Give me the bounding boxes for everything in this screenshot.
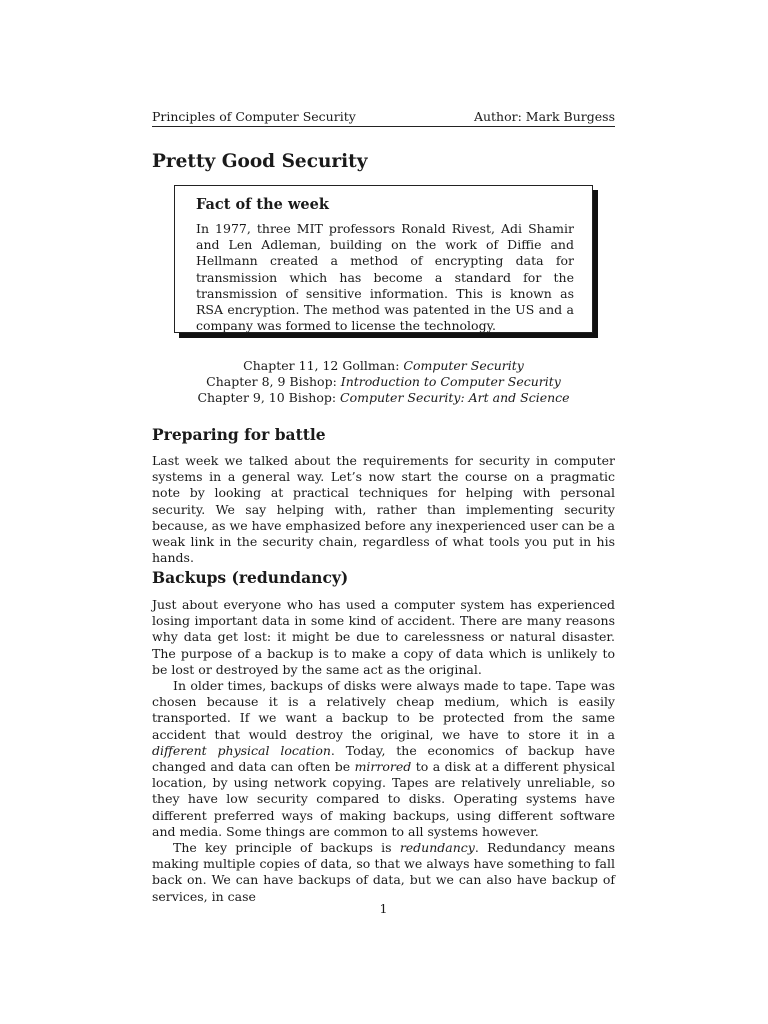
document-page <box>152 0 615 1024</box>
section-heading-backups: Backups (redundancy) <box>152 568 349 587</box>
reference-book-title: Computer Security: Art and Science <box>340 390 570 405</box>
emphasis-text: redundancy <box>399 840 475 856</box>
reference-line: Chapter 11, 12 Gollman: Computer Security <box>243 358 524 373</box>
section-body-preparing-for-battle <box>152 453 615 566</box>
fact-box-text: In 1977, three MIT professors Ronald Rivest, Adi Shamir and Len Adleman, building on the work of Diffie and Hellmann created a method of encrypting data for transmission which has become a standard for the transmission of sensitive information. This is known as RSA encryption. The method was patented in the US and a company was formed to license the technology. <box>196 221 574 334</box>
section-body-backups <box>152 597 615 905</box>
fact-box-heading: Fact of the week <box>196 196 329 213</box>
section-heading-preparing-for-battle: Preparing for battle <box>152 425 326 444</box>
reference-book-title: Computer Security <box>403 358 524 373</box>
reference-line: Chapter 9, 10 Bishop: Computer Security: Art and Science <box>197 390 570 405</box>
reference-book-title: Introduction to Computer Security <box>340 374 561 389</box>
page-number: 1 <box>379 901 388 916</box>
running-head-author: Author: Mark Burgess <box>473 109 615 124</box>
emphasis-text: mirrored <box>354 759 412 775</box>
paragraph: In older times, backups of disks were always made to tape. Tape was chosen because it is a relatively cheap medium, which is easily transported. If we want a backup to be protected from the same accident that would destroy the original, we have to store it in a different physical location. Today, the economics of backup have changed and data can often be mirrored to a disk at a different physical location, by using network copying. Tapes are relatively unreliable, so they have low security compared to disks. Operating systems have different preferred ways of making backups, using different software and media. Some things are common to all systems however. <box>152 678 615 839</box>
reference-line: Chapter 8, 9 Bishop: Introduction to Computer Security <box>206 374 561 389</box>
reading-references <box>152 358 615 406</box>
running-head <box>152 108 615 127</box>
paragraph: Just about everyone who has used a computer system has experienced losing important data in some kind of accident. There are many reasons why data get lost: it might be due to carelessness or natural disaster. The purpose of a backup is to make a copy of data which is unlikely to be lost or destroyed by the same act as the original. <box>152 597 615 677</box>
paragraph: The key principle of backups is redundancy. Redundancy means making multiple copies of data, so that we always have something to fall back on. We can have backups of data, but we can also have backup of services, in case <box>152 840 615 904</box>
paragraph: Last week we talked about the requirements for security in computer systems in a general way. Let’s now start the course on a pragmatic note by looking at practical techniques for helping with personal security. We say helping with, rather than implementing security because, as we have emphasized before any inexperienced user can be a weak link in the security chain, regardless of what tools you put in his hands. <box>152 453 615 566</box>
page-title: Pretty Good Security <box>152 151 368 172</box>
running-head-course: Principles of Computer Security <box>152 109 356 124</box>
fact-of-the-week-box <box>174 185 593 333</box>
emphasis-text: different physical location <box>152 742 331 758</box>
